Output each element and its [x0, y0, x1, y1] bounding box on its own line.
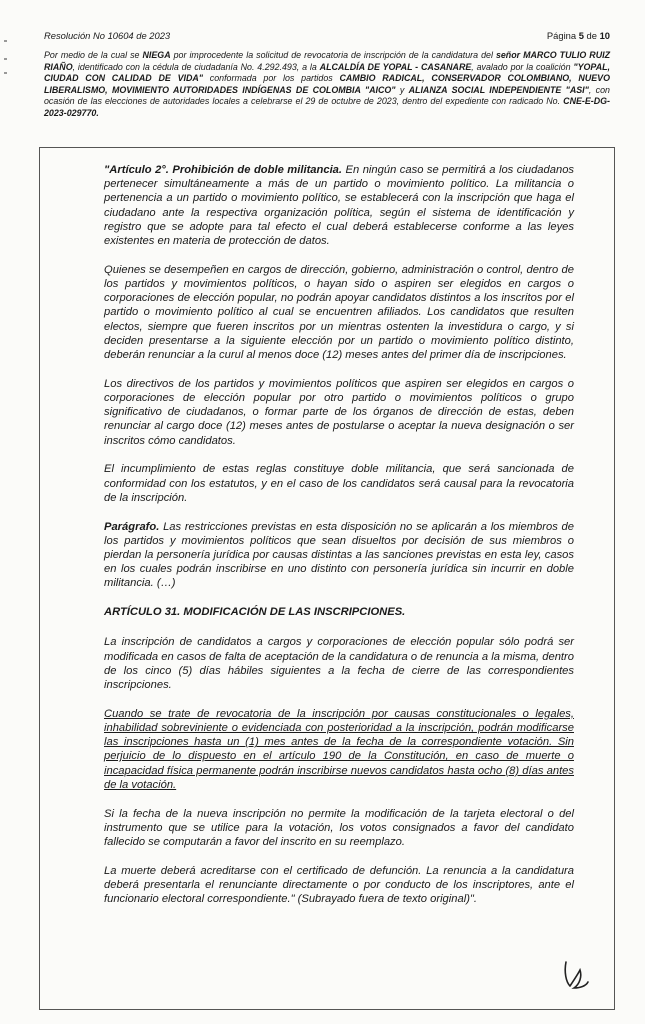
- paragraph: El incumplimiento de estas reglas constituye doble militancia, que será sancionada de conformidad con los estatutos, y en el caso de los candidatos será causal para la revocatoria de la inscripción.: [104, 463, 574, 504]
- article-2-title: "Artículo 2°. Prohibición de doble militancia.: [104, 164, 343, 176]
- paragraph: Si la fecha de la nueva inscripción no permite la modificación de la tarjeta electoral o del instrumento que se utilice para la votación, los votos consignados a favor del candidato fallecido se computarán a favor del inscrito en su reemplazo.: [104, 807, 574, 849]
- initials-signature: [560, 958, 590, 992]
- scan-mark: [4, 40, 7, 42]
- quoted-text: [104, 163, 574, 921]
- scan-mark: [4, 72, 7, 74]
- paragraph: La inscripción de candidatos a cargos y corporaciones de elección popular sólo podrá ser modificada en casos de falta de aceptación de la candidatura o de renuncia a la misma, dentro de los cinco (5) días hábiles siguientes a la fecha de cierre de las correspondientes inscripciones.: [104, 636, 574, 692]
- resolution-summary: Por medio de la cual se NIEGA por improcedente la solicitud de revocatoria de inscripción de la candidatura del señor MARCO TULIO RUIZ RIAÑO, identificado con la cédula de ciudadanía No. 4.292.493, a la ALCALDÍA DE YOPAL - CASANARE, avalado por la coalición "YOPAL, CIUDAD CON CALIDAD DE VIDA" conformada por los partidos CAMBIO RADICAL, CONSERVADOR COLOMBIANO, NUEVO LIBERALISMO, MOVIMIENTO AUTORIDADES INDÍGENAS DE COLOMBIA "AICO" y ALIANZA SOCIAL INDEPENDIENTE "ASI", con ocasión de las elecciones de autoridades locales a celebrarse el 29 de octubre de 2023, dentro del expediente con radicado No. CNE-E-DG-2023-029770.: [44, 50, 610, 118]
- article-2-paragraph: "Artículo 2°. Prohibición de doble militancia. En ningún caso se permitirá a los ciudadanos pertenecer simultáneamente a más de un partido o movimiento político. La militancia o pertenencia a un partido o movimiento político, se establecerá con la inscripción que haga el ciudadano ante la respectiva organización política, según el sistema de identificación y registro que se adopte para tal efecto el cual deberá establecerse conforme a las leyes existentes en materia de protección de datos.: [104, 164, 575, 248]
- paragrafo-paragraph: Parágrafo. Las restricciones previstas en esta disposición no se aplicarán a los miembros de los partidos y movimientos políticos que sean disueltos por decisión de sus miembros o pierdan la personería jurídica por causas distintas a las sanciones previstas en esta ley, casos en los cuales podrán inscribirse en uno distinto con personería jurídica sin incurrir en doble militancia. (…): [104, 520, 574, 590]
- resolution-number: Resolución No 10604 de 2023: [44, 30, 171, 41]
- paragraph: Los directivos de los partidos y movimientos políticos que aspiren ser elegidos en cargos o corporaciones de elección popular por otro partido o movimientos políticos o grupo significativo de ciudadanos, o formar parte de los órganos de dirección de estas, deben renunciar al cargo doce (12) meses antes de postularse o aceptar la nueva designación o ser inscritos cómo candidatos.: [104, 377, 574, 447]
- page-number: Página 5 de 10: [546, 30, 610, 41]
- paragraph: Quienes se desempeñen en cargos de dirección, gobierno, administración o control, dentro de los partidos y movimientos políticos, o hayan sido o aspiren ser elegidos en cargos o corporaciones de elección popular, no podrán apoyar candidatos distintos a los inscritos por el partido o movimiento político al cual se encuentren afiliados. Los candidatos que resulten electos, siempre que fueren inscritos por un mientras ostenten la investidura o cargo, y si deciden presentarse a la siguiente elección por un partido o movimiento político distinto, deberán renunciar a la curul al menos doce (12) meses antes del primer día de inscripciones.: [104, 263, 574, 362]
- paragraph: La muerte deberá acreditarse con el certificado de defunción. La renuncia a la candidatura deberá presentarla el renunciante directamente o por conducto de los inscriptores, ante el funcionario electoral correspondiente." (Subrayado fuera de texto original)".: [104, 864, 574, 906]
- underlined-paragraph: Cuando se trate de revocatoria de la inscripción por causas constitucionales o legales, inhabilidad sobreviniente o evidenciada con posterioridad a la inscripción, podrán modificarse las inscripciones hasta un (1) mes antes de la fecha de la correspondiente votación. Sin perjuicio de lo dispuesto en el artículo 190 de la Constitución, en caso de muerte o incapacidad física permanente podrán inscribirse nuevos candidatos hasta ocho (8) días antes de la votación.: [104, 707, 574, 791]
- article-31-heading: ARTÍCULO 31. MODIFICACIÓN DE LAS INSCRIPCIONES.: [104, 606, 406, 619]
- paragrafo-title: Parágrafo.: [104, 520, 160, 533]
- scan-mark: [4, 58, 7, 60]
